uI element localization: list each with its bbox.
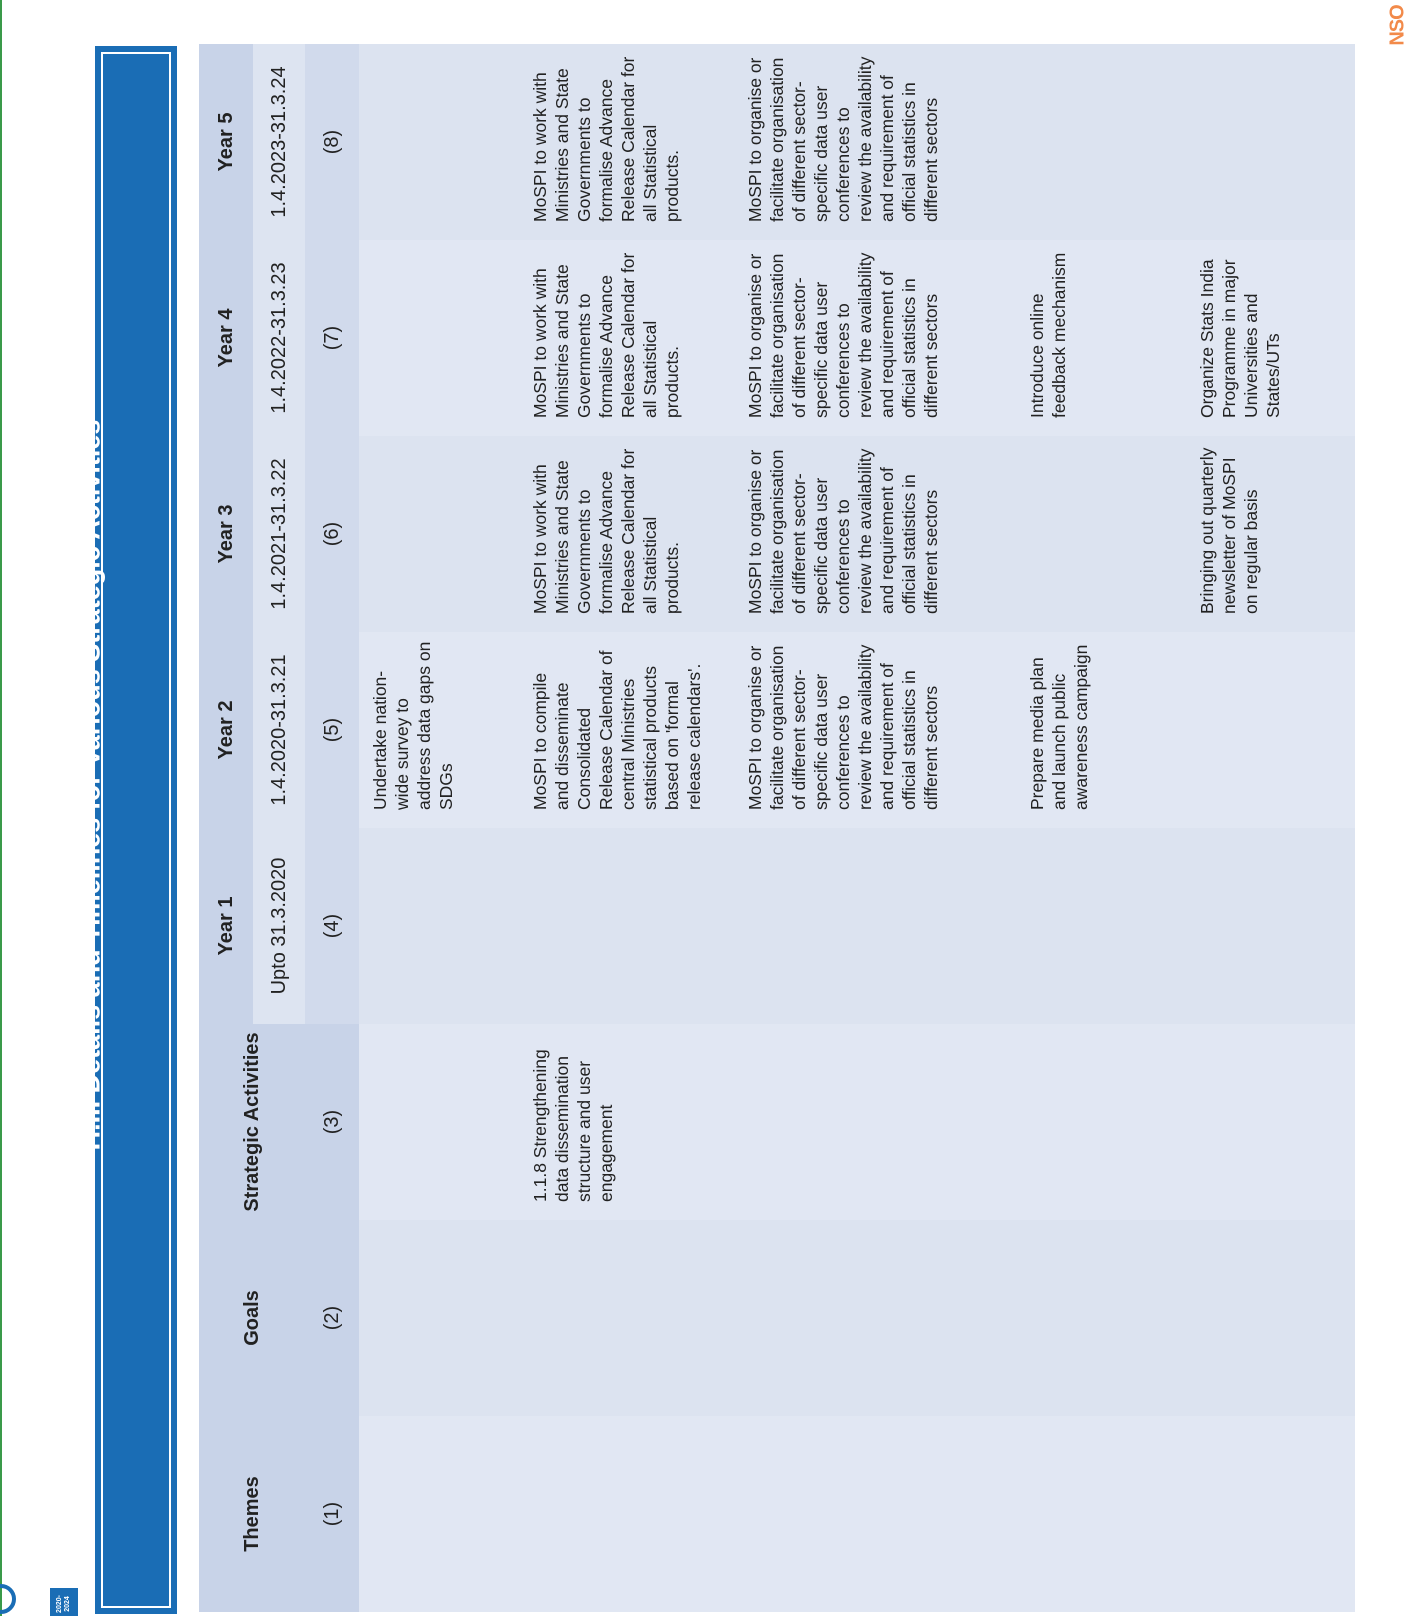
period-year5: 1.4.2023-31.3.24 xyxy=(253,44,305,240)
cell-year5: MoSPI to work with Ministries and State Governments to formalise Advance Release Calendar for all Statistical products. xyxy=(519,44,734,240)
col-header-activities: Strategic Activities xyxy=(199,1024,305,1220)
col-number: (6) xyxy=(305,436,359,632)
cell-year4: MoSPI to organise or facilitate organisation of different sector-specific data user conferences to review the availability and requirement of official statistics in different sectors xyxy=(734,240,1016,436)
section-title-band xyxy=(95,46,177,1614)
col-number: (7) xyxy=(305,240,359,436)
table-row xyxy=(359,44,519,1612)
col-number: (5) xyxy=(305,632,359,828)
table-row xyxy=(1016,44,1186,1612)
header-row xyxy=(199,44,253,1612)
period-year1: Upto 31.3.2020 xyxy=(253,828,305,1024)
col-header-themes: Themes xyxy=(199,1416,305,1612)
cell-year1 xyxy=(734,828,1016,1024)
left-edge-rule xyxy=(0,0,2,1616)
period-year2: 1.4.2020-31.3.21 xyxy=(253,632,305,828)
col-header-year3: Year 3 xyxy=(199,436,253,632)
cell-themes xyxy=(1186,1416,1355,1612)
cell-goals xyxy=(734,1220,1016,1416)
cell-themes xyxy=(519,1416,734,1612)
cell-year2: Undertake nation-wide survey to address data gaps on SDGs xyxy=(359,632,519,828)
cell-year5 xyxy=(1186,44,1355,240)
column-number-row xyxy=(305,44,359,1612)
cell-year3: Bringing out quarterly newsletter of MoSPI on regular basis xyxy=(1186,436,1355,632)
cell-themes xyxy=(359,1416,519,1612)
col-header-goals: Goals xyxy=(199,1220,305,1416)
cell-year4: MoSPI to work with Ministries and State Governments to formalise Advance Release Calendar for all Statistical products. xyxy=(519,240,734,436)
cell-year1 xyxy=(1016,828,1186,1024)
cell-year2: MoSPI to organise or facilitate organisation of different sector-specific data user conferences to review the availability and requirement of official statistics in different sectors xyxy=(734,632,1016,828)
col-number: (4) xyxy=(305,828,359,1024)
cell-year1 xyxy=(1186,828,1355,1024)
table-row xyxy=(1186,44,1355,1612)
col-number: (1) xyxy=(305,1416,359,1612)
cell-activity xyxy=(734,1024,1016,1220)
col-number: (2) xyxy=(305,1220,359,1416)
cell-goals xyxy=(1016,1220,1186,1416)
table-row xyxy=(734,44,1016,1612)
cell-activity xyxy=(1186,1024,1355,1220)
period-year4: 1.4.2022-31.3.23 xyxy=(253,240,305,436)
cell-year2: Prepare media plan and launch public awareness campaign xyxy=(1016,632,1186,828)
cell-year3 xyxy=(1016,436,1186,632)
cell-goals xyxy=(519,1220,734,1416)
section-title: H.III Details and Timelines for Various Strategic Activities xyxy=(75,419,106,1151)
cell-activity xyxy=(1016,1024,1186,1220)
col-header-year5: Year 5 xyxy=(199,44,253,240)
strategic-activities-table xyxy=(199,44,1305,1612)
cell-activity: 1.1.8 Strengthening data dissemination structure and user engagement xyxy=(519,1024,734,1220)
table-row xyxy=(519,44,734,1612)
col-header-year1: Year 1 xyxy=(199,828,253,1024)
period-year3: 1.4.2021-31.3.22 xyxy=(253,436,305,632)
col-header-year2: Year 2 xyxy=(199,632,253,828)
cell-year1 xyxy=(359,828,519,1024)
nso-logo: NSO xyxy=(1386,5,1409,46)
col-number: (8) xyxy=(305,44,359,240)
cell-goals xyxy=(1186,1220,1355,1416)
cell-themes xyxy=(1016,1416,1186,1612)
cell-goals xyxy=(359,1220,519,1416)
cell-activity xyxy=(359,1024,519,1220)
cell-year4 xyxy=(359,240,519,436)
logo-icon xyxy=(0,1580,22,1610)
cell-year3: MoSPI to work with Ministries and State Governments to formalise Advance Release Calendar for all Statistical products. xyxy=(519,436,734,632)
cell-year4: Organize Stats India Programme in major Universities and States/UTs xyxy=(1186,240,1355,436)
cell-year5: MoSPI to organise or facilitate organisation of different sector-specific data user conferences to review the availability and requirement of official statistics in different sectors xyxy=(734,44,1016,240)
cell-year5 xyxy=(1016,44,1186,240)
cell-year2: MoSPI to compile and disseminate Consolidated Release Calendar of central Ministries statistical products based on 'formal release calendars'. xyxy=(519,632,734,828)
cell-year2 xyxy=(1186,632,1355,828)
cell-themes xyxy=(734,1416,1016,1612)
cell-year3 xyxy=(359,436,519,632)
col-number: (3) xyxy=(305,1024,359,1220)
cell-year1 xyxy=(519,828,734,1024)
cell-year5 xyxy=(359,44,519,240)
corner-year-tag: 2020-2024 xyxy=(50,1588,78,1616)
cell-year3: MoSPI to organise or facilitate organisation of different sector-specific data user conferences to review the availability and requirement of official statistics in different sectors xyxy=(734,436,1016,632)
cell-year4: Introduce online feedback mechanism xyxy=(1016,240,1186,436)
col-header-year4: Year 4 xyxy=(199,240,253,436)
